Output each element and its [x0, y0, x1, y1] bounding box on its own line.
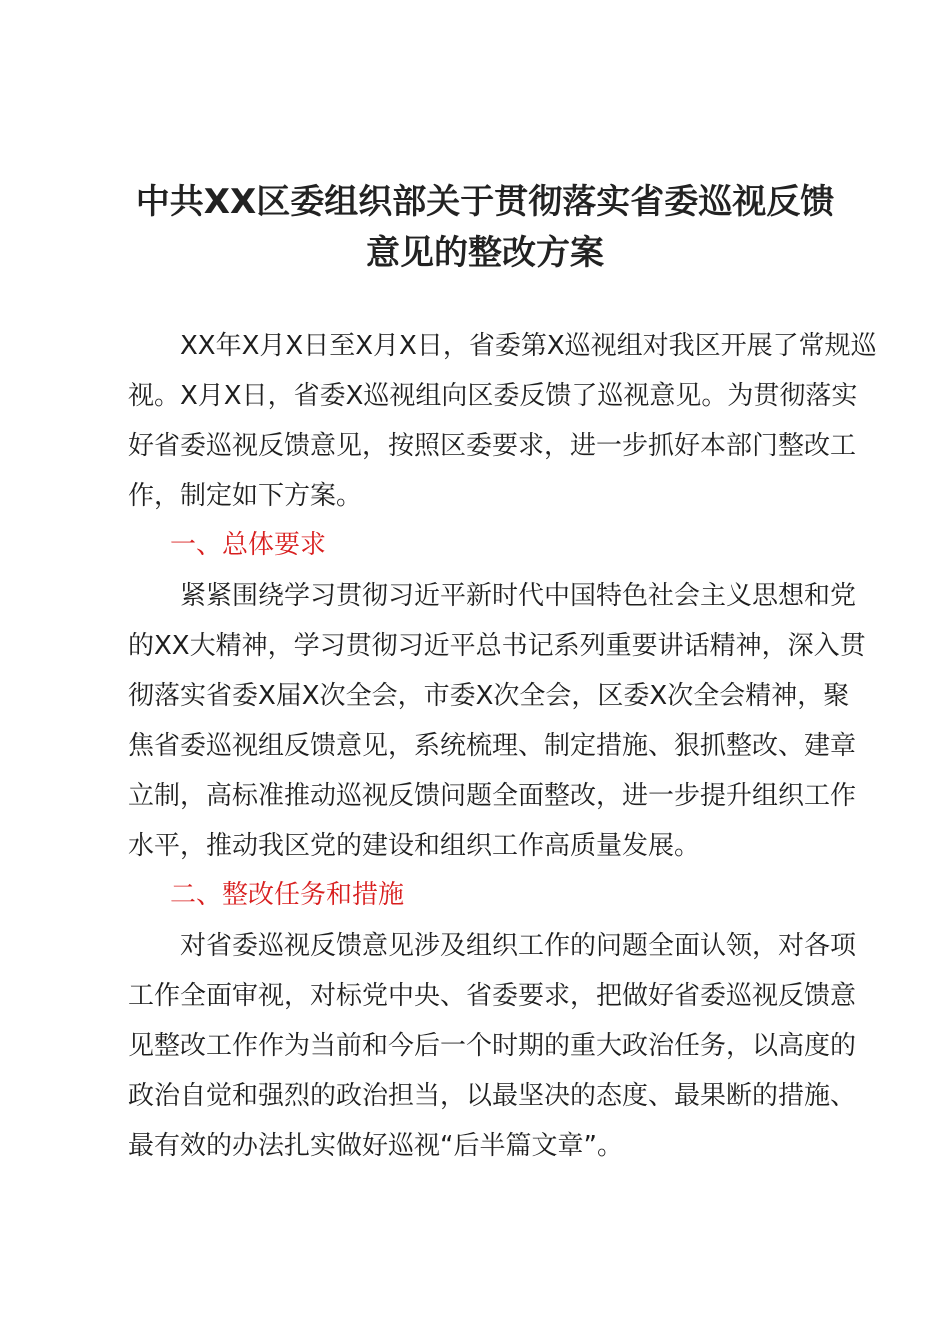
intro-line-1: XX年X月X日至X月X日，省委第X巡视组对我区开展了常规巡 — [180, 331, 877, 361]
section-2-line-5: 最有效的办法扎实做好巡视“后半篇文章”。 — [128, 1131, 623, 1161]
document-title-line-2: 意见的整改方案 — [366, 233, 604, 273]
section-1-line-2: 的XX大精神，学习贯彻习近平总书记系列重要讲话精神，深入贯 — [128, 631, 866, 661]
section-1-line-6: 水平，推动我区党的建设和组织工作高质量发展。 — [128, 831, 701, 861]
intro-line-3: 好省委巡视反馈意见，按照区委要求，进一步抓好本部门整改工 — [128, 431, 857, 461]
section-2-line-3: 见整改工作作为当前和今后一个时期的重大政治任务，以高度的 — [128, 1031, 857, 1061]
section-1-line-3: 彻落实省委X届X次全会，市委X次全会，区委X次全会精神，聚 — [128, 681, 850, 711]
intro-line-4: 作，制定如下方案。 — [128, 481, 363, 511]
section-2-line-2: 工作全面审视，对标党中央、省委要求，把做好省委巡视反馈意 — [128, 981, 857, 1011]
section-2-heading: 二、整改任务和措施 — [170, 880, 405, 910]
section-2-line-4: 政治自觉和强烈的政治担当，以最坚决的态度、最果断的措施、 — [128, 1081, 857, 1111]
intro-line-2: 视。X月X日，省委X巡视组向区委反馈了巡视意见。为贯彻落实 — [128, 381, 858, 411]
section-1-line-5: 立制，高标准推动巡视反馈问题全面整改，进一步提升组织工作 — [128, 781, 857, 811]
section-2-line-1: 对省委巡视反馈意见涉及组织工作的问题全面认领，对各项 — [180, 931, 857, 961]
section-1-heading: 一、总体要求 — [170, 530, 327, 560]
section-1-line-1: 紧紧围绕学习贯彻习近平新时代中国特色社会主义思想和党 — [180, 581, 857, 611]
document-title-line-1: 中共XX区委组织部关于贯彻落实省委巡视反馈 — [135, 182, 835, 222]
section-1-line-4: 焦省委巡视组反馈意见，系统梳理、制定措施、狠抓整改、建章 — [128, 731, 857, 761]
